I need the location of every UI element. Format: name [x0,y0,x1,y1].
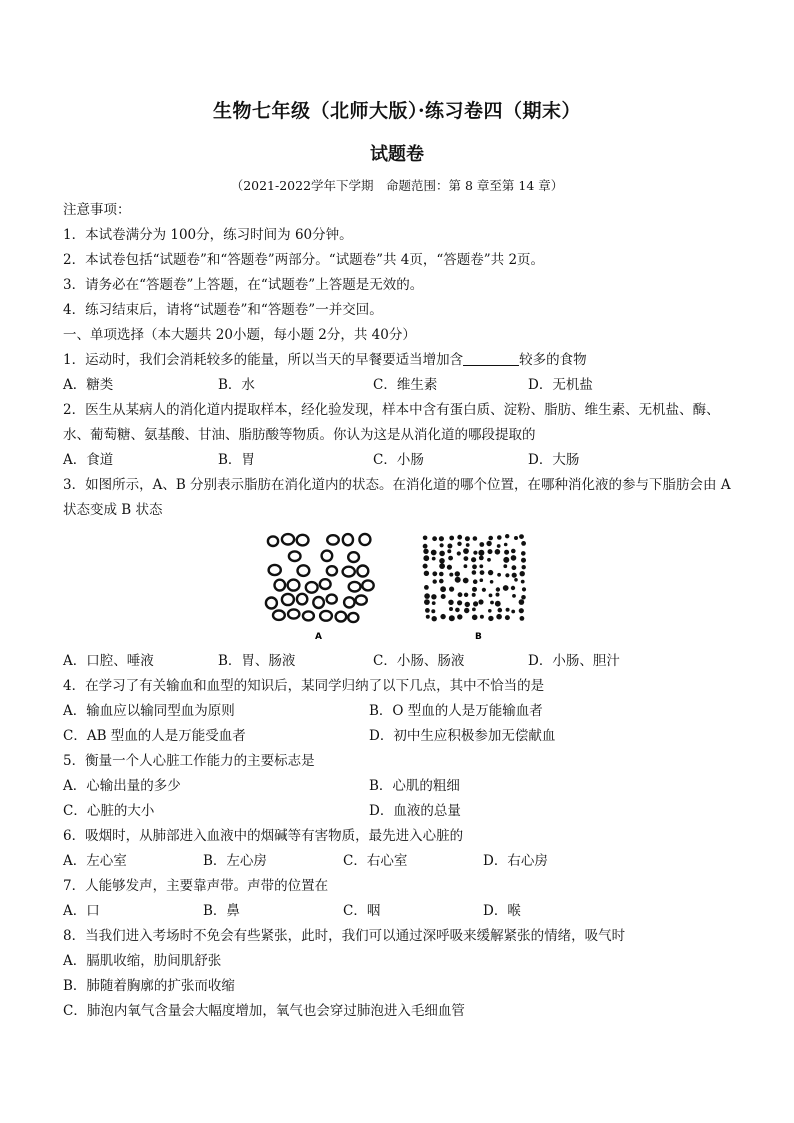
option-b: B．左心房 [203,853,267,869]
option-a: A．输血应以输同型血为原则 [63,703,235,719]
fat-droplet-small [432,571,437,576]
fat-droplet-small [511,555,517,561]
fat-droplet-small [455,571,460,576]
fat-droplet-large [344,597,354,607]
fat-droplet-small [521,551,526,556]
option-c: C．小肠 [373,452,424,468]
fat-droplet-large [343,567,355,577]
fat-droplet-small [522,565,526,569]
fat-droplet-small [455,577,461,583]
fat-droplet-small [488,616,493,621]
fat-droplet-small [447,544,452,549]
fat-droplet-large [269,565,281,575]
question-7-stem: 7．人能够发声，主要靠声带。声带的位置在 [63,878,329,894]
fat-droplet-small [464,564,468,568]
question-5-stem: 5．衡量一个人心脏工作能力的主要标志是 [63,753,315,769]
fat-droplet-small [521,541,526,546]
fat-droplet-small [505,615,510,620]
fat-droplet-small [490,601,494,605]
note-item: 1．本试卷满分为 100分，练习时间为 60分钟。 [63,227,353,243]
fat-droplet-large [327,566,337,575]
exam-meta: （2021-2022学年下学期 命题范围：第 8 章至第 14 章） [230,178,564,193]
fat-droplet-large [268,536,278,546]
fat-droplet-large [320,579,331,589]
fat-droplet-small [497,544,501,548]
option-a: A．糖类 [63,377,114,393]
fat-droplet-small [440,543,444,547]
fat-droplet-small [488,549,493,554]
fat-droplet-small [448,556,453,561]
question-8-stem: 8．当我们进入考场时不免会有些紧张，此时，我们可以通过深呼吸来缓解紧张的情绪，吸气时 [63,928,626,944]
note-item: 2．本试卷包括“试题卷”和“答题卷”两部分。“试题卷”共 4页，“答题卷”共 2页。 [63,252,545,268]
fat-droplet-small [426,615,430,619]
fat-droplet-small [487,558,491,562]
fat-droplet-small [497,535,502,540]
option-c: C．咽 [343,903,381,919]
fat-droplet-small [511,610,515,614]
fat-droplet-small [506,608,510,612]
fat-droplet-small [439,579,444,584]
fat-droplet-small [425,608,430,613]
question-5-options-row1 [63,774,743,799]
fat-droplet-small [479,556,484,561]
option-c: C．维生素 [373,377,438,393]
fat-droplet-small [423,564,428,569]
fat-droplet-small [519,608,524,613]
fat-droplet-large [275,580,286,591]
fat-droplet-small [423,536,428,541]
option-c: C．心脏的大小 [63,803,155,819]
fat-droplet-small [511,549,516,554]
fat-droplet-large [348,552,359,562]
fat-droplet-small [514,536,518,540]
option-d: D．大肠 [528,452,580,468]
fat-droplet-small [520,571,525,576]
question-5-options-row2 [63,799,743,824]
fat-droplet-small [512,594,516,598]
question-4-options-row1 [63,699,743,724]
option-b: B．心肌的粗细 [369,778,460,794]
fat-droplet-small [478,599,483,604]
option-b: B．胃、肠液 [218,653,296,669]
fat-droplet-small [472,593,476,597]
fat-droplet-small [457,600,462,605]
question-7-options [63,899,743,924]
fat-droplet-small [472,615,478,621]
fat-droplet-small [447,565,452,570]
fat-droplet-small [472,564,477,569]
fat-droplet-small [521,558,526,563]
fat-droplet-large [356,596,367,605]
fat-droplets-diagram [263,531,603,643]
fat-droplet-small [423,549,428,554]
figure-label-b: B [475,632,482,642]
fat-droplet-small [478,550,484,556]
fat-droplet-small [471,557,476,562]
note-item: 4．练习结束后，请将“试题卷”和“答题卷”一并交回。 [63,302,383,318]
fat-droplet-small [473,536,478,541]
fat-droplet-small [464,608,469,613]
fat-droplet-small [472,587,477,592]
option-b: B．水 [218,377,255,393]
option-a: A．口 [63,903,100,919]
option-a: A．膈肌收缩，肋间肌舒张 [63,953,222,969]
fat-droplet-small [465,536,470,541]
option-a: A．口腔、唾液 [63,653,154,669]
fat-droplet-small [441,594,446,599]
fat-droplet-small [472,608,476,612]
fat-droplet-small [489,594,493,598]
fat-droplet-small [457,614,462,619]
fat-droplet-small [464,556,469,561]
option-a: A．心输出量的多少 [63,778,181,794]
fat-droplet-small [432,616,437,621]
option-d: D．右心房 [483,853,548,869]
fat-droplet-small [479,542,484,547]
fat-droplet-small [497,573,501,577]
fat-droplet-small [423,555,429,561]
fat-droplet-large [306,582,318,593]
fat-droplet-small [473,601,478,606]
fat-droplet-small [432,557,436,561]
fat-droplet-small [495,549,501,555]
fat-droplet-small [498,608,503,613]
fat-droplet-large [343,534,353,545]
fat-droplet-large [357,566,368,577]
fat-droplet-small [522,587,526,591]
fat-droplet-small [486,541,491,546]
fat-digestion-figure [63,523,743,649]
fat-droplet-small [504,543,508,547]
fat-droplet-small [466,543,470,547]
fat-droplet-small [496,593,500,597]
fat-droplet-small [488,570,493,575]
fat-droplet-small [496,614,502,620]
question-6-options [63,849,743,874]
option-c: C．AB 型血的人是万能受血者 [63,728,246,744]
question-1-stem-start: 1．运动时，我们会消耗较多的能量，所以当天的早餐要适当增加含 [63,352,464,368]
fat-droplet-large [303,611,314,620]
fat-droplet-large [327,535,339,544]
fat-droplet-small [520,616,525,621]
option-b: B．肺随着胸廓的扩张而收缩 [63,978,235,994]
fat-droplet-small [512,565,517,570]
fat-droplet-large [282,534,294,544]
fat-droplet-small [512,573,517,578]
option-d: D．血液的总量 [369,803,461,819]
fat-droplet-large [362,580,373,590]
fat-droplet-small [480,615,484,619]
fat-droplet-small [472,570,477,575]
fat-droplet-large [322,551,333,561]
question-3-options [63,649,743,674]
fat-droplet-small [448,600,453,605]
fat-droplet-small [439,572,444,577]
fat-droplet-small [488,536,493,541]
option-a: A．左心室 [63,853,127,869]
fat-droplet-small [449,587,454,592]
fat-droplet-large [297,535,309,546]
fat-droplet-large [336,612,347,622]
fat-droplet-small [463,578,469,584]
fat-droplet-small [457,535,462,540]
fat-droplet-small [505,534,509,538]
option-c: C．小肠、肠液 [373,653,465,669]
option-b: B．胃 [218,452,255,468]
note-item: 3．请务必在“答题卷”上答题，在“试题卷”上答题是无效的。 [63,277,424,293]
option-c: C．右心室 [343,853,408,869]
fat-droplet-small [511,586,515,590]
fat-droplet-small [463,548,469,554]
option-b: B．O 型血的人是万能输血者 [369,703,543,719]
fat-droplet-small [449,607,453,611]
fat-droplet-small [424,593,430,599]
fat-droplet-large [349,582,361,592]
section-heading: 一、单项选择（本大题共 20小题，每小题 2分，共 40分） [63,327,416,343]
panel-a-large-fat-droplets [266,534,374,622]
fat-droplet-small [504,550,509,555]
fat-droplet-large [313,597,324,608]
answer-blank [463,351,519,366]
question-1-stem-end: 较多的食物 [519,352,587,368]
fat-droplet-small [431,594,436,599]
fat-droplet-small [440,586,446,592]
fat-droplet-small [439,551,445,557]
fat-droplet-small [519,534,524,539]
fat-droplet-large [298,565,310,576]
fat-droplet-small [433,579,437,583]
panel-b-emulsified-fat-droplets [423,534,526,621]
fat-droplet-small [514,578,518,582]
fat-droplet-small [439,563,445,569]
fat-droplet-large [288,580,300,591]
fat-droplet-small [431,550,437,556]
page-subtitle: 试题卷 [370,144,424,165]
fat-droplet-small [457,542,461,546]
fat-droplet-small [449,536,454,541]
fat-droplet-large [320,611,332,621]
fat-droplet-small [440,614,445,619]
fat-droplet-large [289,551,301,561]
fat-droplet-small [432,536,437,541]
question-3-stem: 3．如图所示，A、B 分别表示脂肪在消化道内的状态。在消化道的哪个位置，在哪种消化液的参与下脂肪会由 A 状态变成 B 状态 [63,477,731,518]
fat-droplet-small [447,549,451,553]
fat-droplet-small [490,580,494,584]
fat-droplet-small [503,557,509,563]
fat-droplet-small [457,551,461,555]
question-4-stem: 4．在学习了有关输血和血型的知识后，某同学归纳了以下几点，其中不恰当的是 [63,678,545,694]
fat-droplet-small [424,571,429,576]
question-1-stem [63,348,743,373]
fat-droplet-small [464,593,468,597]
fat-droplet-small [479,564,483,568]
notes-heading: 注意事项： [63,202,131,218]
fat-droplet-small [521,595,526,600]
option-b: B．鼻 [203,903,240,919]
fat-droplet-small [482,588,486,592]
option-d: D．无机盐 [528,377,593,393]
fat-droplet-large [327,595,337,604]
figure-label-a: A [315,632,322,642]
option-d: D．喉 [483,903,521,919]
fat-droplet-small [465,602,470,607]
fat-droplet-large [288,609,299,618]
option-c: C．肺泡内氧气含量会大幅度增加，氧气也会穿过肺泡进入毛细血管 [63,1003,465,1019]
fat-droplet-small [480,578,484,582]
question-1-options [63,373,743,398]
question-4-options-row2 [63,724,743,749]
fat-droplet-small [455,608,460,613]
fat-droplet-large [348,613,358,622]
fat-droplet-small [458,592,463,597]
fat-droplet-small [488,609,492,613]
fat-droplet-small [521,580,525,584]
fat-droplet-small [449,615,455,621]
question-6-stem: 6．吸烟时，从肺部进入血液中的烟碱等有害物质，最先进入心脏的 [63,828,464,844]
fat-droplet-large [282,594,294,605]
fat-droplet-small [495,601,501,607]
fat-droplet-small [496,587,500,591]
fat-droplet-large [359,534,370,545]
fat-droplet-small [449,573,453,577]
fat-droplet-small [439,558,445,564]
fat-droplet-large [266,598,277,609]
fat-droplet-small [473,579,478,584]
question-2-options [63,448,743,473]
fat-droplet-small [431,609,435,613]
option-d: D．初中生应积极参加无偿献血 [369,728,556,744]
fat-droplet-large [297,594,307,605]
option-d: D．小肠、胆汁 [528,653,620,669]
fat-droplet-small [423,544,428,549]
fat-droplet-small [480,570,485,575]
fat-droplet-large [273,611,285,620]
fat-droplet-small [424,599,430,605]
fat-droplet-small [519,599,525,605]
fat-droplet-small [505,573,509,577]
page-title: 生物七年级（北师大版）·练习卷四（期末） [212,100,582,122]
fat-droplet-small [432,601,436,605]
fat-droplet-small [473,551,477,555]
exam-content [63,198,743,1024]
fat-droplet-small [424,585,429,590]
fat-droplet-small [503,585,509,591]
fat-droplet-small [503,564,507,568]
question-2-stem: 2．医生从某病人的消化道内提取样本，经化验发现，样本中含有蛋白质、淀粉、脂肪、维生素、无机盐、酶、水、葡萄糖、氨基酸、甘油、脂肪酸等物质。你认为这是从消化道的哪段提取的 [63,402,720,443]
option-a: A．食道 [63,452,114,468]
fat-droplet-small [439,536,444,541]
